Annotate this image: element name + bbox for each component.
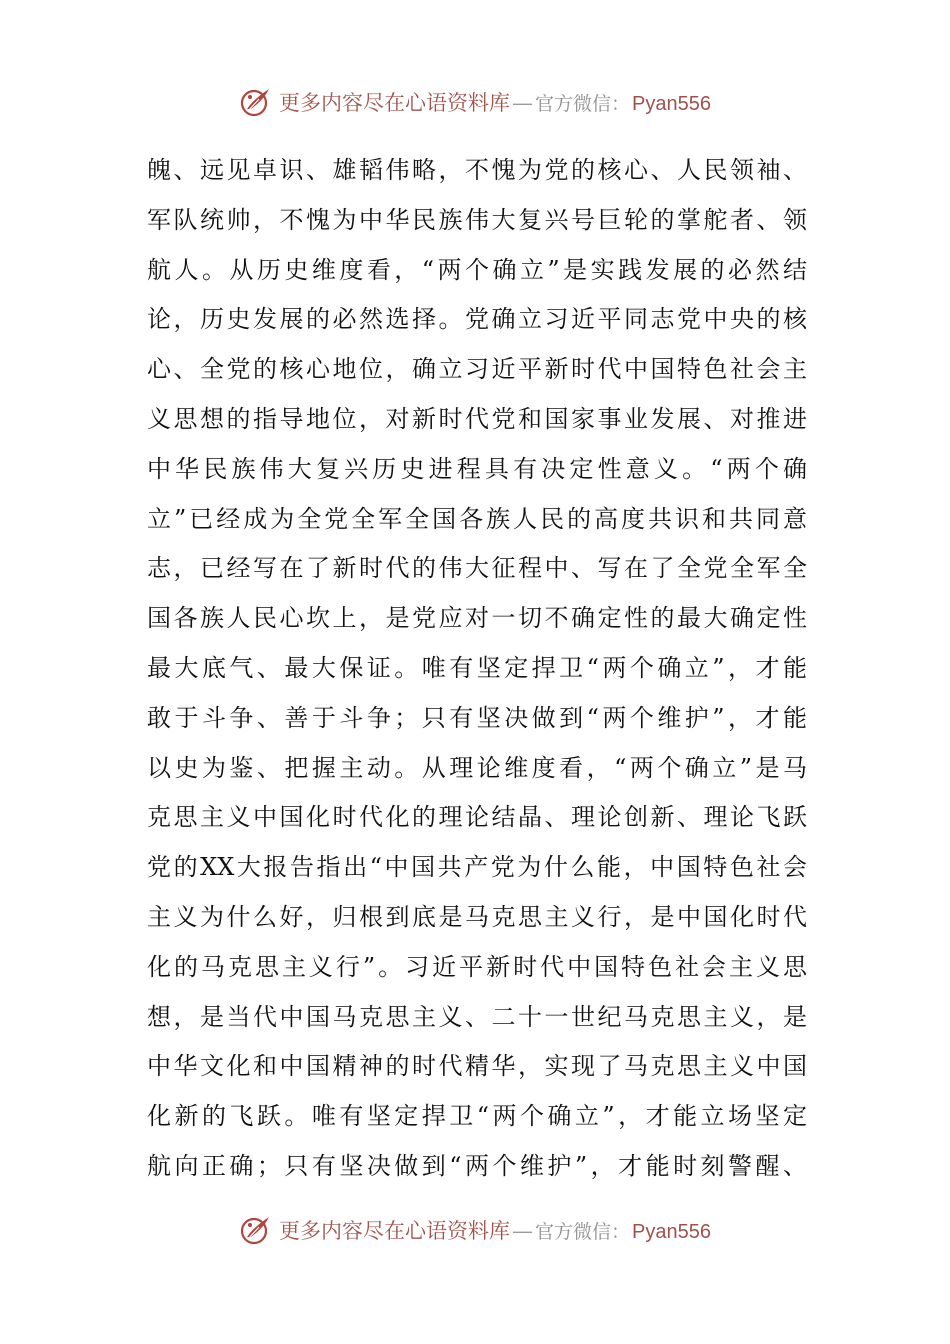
text-line: 化的马克思主义行”。习近平新时代中国特色社会主义思	[147, 952, 807, 981]
text-line: 航人。从历史维度看，“两个确立”是实践发展的必然结	[147, 255, 807, 284]
header-banner	[0, 82, 950, 122]
footer-banner	[0, 1210, 950, 1250]
footer-banner-sub: 官方微信：	[535, 1221, 631, 1243]
text-line: 国各族人民心坎上，是党应对一切不确定性的最大确定性	[147, 604, 807, 633]
quill-logo-icon	[239, 1213, 273, 1247]
text-line: 克思主义中国化时代化的理论结晶、理论创新、理论飞跃	[147, 803, 807, 832]
header-banner-code: Pyan556	[632, 93, 711, 115]
text-line: 心、全党的核心地位，确立习近平新时代中国特色社会主	[147, 355, 807, 384]
text-line: 党的XX大报告指出“中国共产党为什么能，中国特色社会	[147, 853, 807, 882]
text-line: 化新的飞跃。唯有坚定捍卫“两个确立”，才能立场坚定	[147, 1102, 807, 1131]
text-line: 想，是当代中国马克思主义、二十一世纪马克思主义，是	[147, 1002, 807, 1031]
text-line: 义思想的指导地位，对新时代党和国家事业发展、对推进	[147, 404, 807, 433]
footer-banner-text	[279, 1215, 711, 1245]
text-line: 以史为鉴、把握主动。从理论维度看，“两个确立”是马	[147, 753, 807, 782]
footer-banner-dash: —	[512, 1219, 533, 1243]
text-line: 最大底气、最大保证。唯有坚定捍卫“两个确立”，才能	[147, 653, 807, 682]
header-banner-dash: —	[512, 91, 533, 115]
footer-banner-code: Pyan556	[632, 1221, 711, 1243]
header-banner-text	[279, 87, 711, 117]
text-line: 立”已经成为全党全军全国各族人民的高度共识和共同意	[147, 504, 807, 533]
text-line: 志，已经写在了新时代的伟大征程中、写在了全党全军全	[147, 554, 807, 583]
text-line: 魄、远见卓识、雄韬伟略，不愧为党的核心、人民领袖、	[147, 156, 807, 184]
text-line: 敢于斗争、善于斗争；只有坚决做到“两个维护”，才能	[147, 703, 807, 732]
text-line: 航向正确；只有坚决做到“两个维护”，才能时刻警醒、	[147, 1151, 807, 1180]
text-line: 主义为什么好，归根到底是马克思主义行，是中国化时代	[147, 902, 807, 931]
footer-banner-main: 更多内容尽在心语资料库	[279, 1219, 510, 1243]
text-line: 论，历史发展的必然选择。党确立习近平同志党中央的核	[147, 305, 807, 334]
header-banner-main: 更多内容尽在心语资料库	[279, 91, 510, 115]
document-body	[147, 146, 807, 1192]
text-line: 中华文化和中国精神的时代精华，实现了马克思主义中国	[147, 1052, 807, 1081]
header-banner-sub: 官方微信：	[535, 93, 631, 115]
text-line: 军队统帅，不愧为中华民族伟大复兴号巨轮的掌舵者、领	[147, 205, 807, 234]
quill-logo-icon	[239, 85, 273, 119]
text-line: 中华民族伟大复兴历史进程具有决定性意义。“两个确	[147, 454, 807, 483]
